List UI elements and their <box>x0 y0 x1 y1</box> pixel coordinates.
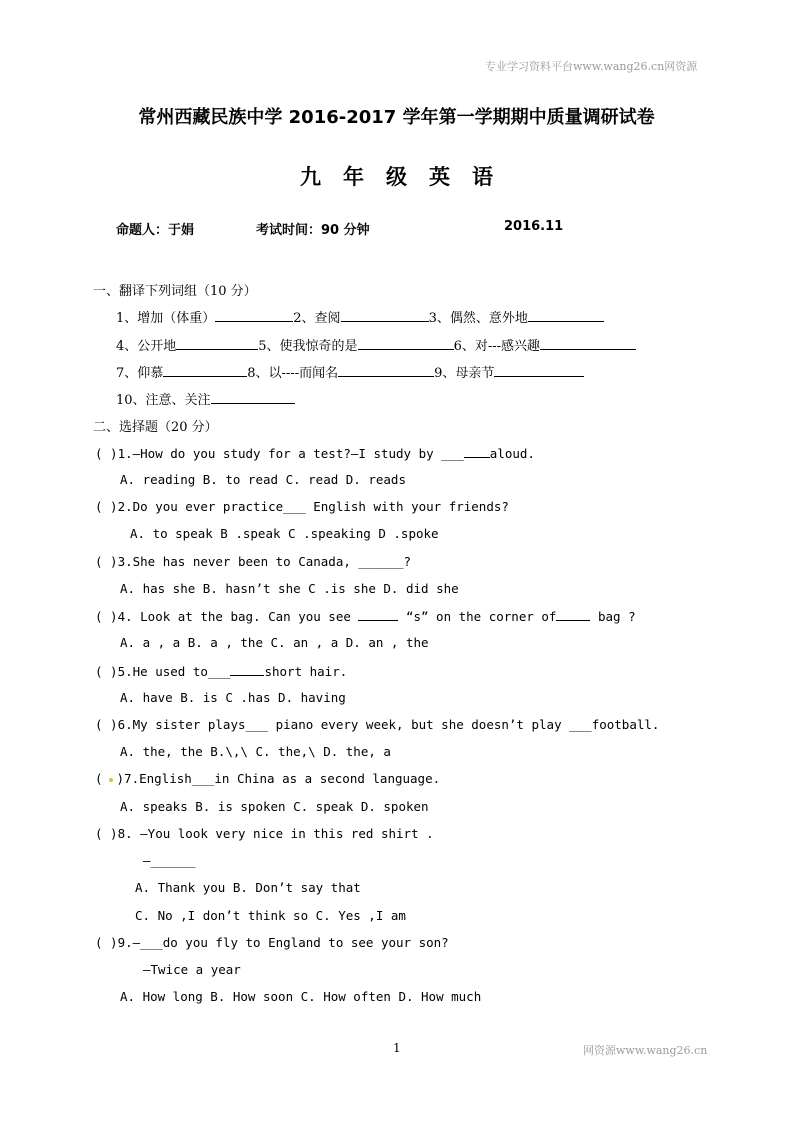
question-3: ( )3.She has never been to Canada, ______? <box>95 554 412 569</box>
answer-blank[interactable] <box>494 364 584 377</box>
translate-row-2 <box>116 335 636 354</box>
question-8: ( )8. —You look very nice in this red shirt . <box>95 826 434 841</box>
footer-watermark: 网资源www.wang26.cn <box>583 1044 708 1057</box>
question-8-reply: —______ <box>143 853 196 868</box>
question-6: ( )6.My sister plays___ piano every week, but she doesn’t play ___football. <box>95 717 660 732</box>
question-2: ( )2.Do you ever practice___ English with your friends? <box>95 499 509 514</box>
question-text-tail: short hair. <box>264 664 348 679</box>
answer-blank[interactable] <box>230 663 264 676</box>
answer-blank[interactable] <box>358 337 454 350</box>
author-label: 命题人：于娟 <box>116 223 195 238</box>
answer-blank[interactable] <box>556 608 590 621</box>
answer-blank[interactable] <box>358 608 398 621</box>
page-number: 1 <box>393 1041 401 1055</box>
answer-blank[interactable] <box>215 309 293 322</box>
answer-blank[interactable] <box>338 364 434 377</box>
question-text: “s” on the corner of <box>405 609 557 624</box>
question-7-options: A. speaks B. is spoken C. speak D. spoken <box>120 799 429 814</box>
question-7 <box>95 771 440 786</box>
translate-item: 4、公开地 <box>116 339 177 354</box>
question-text: ( )5.He used to___ <box>95 664 231 679</box>
question-8-options: A. Thank you B. Don’t say that <box>135 880 361 895</box>
question-1-options: A. reading B. to read C. read D. reads <box>120 472 406 487</box>
question-text: ( )4. Look at the bag. Can you see <box>95 609 359 624</box>
question-4-options: A. a , a B. a , the C. an , a D. an , the <box>120 635 429 650</box>
translate-item: 10、注意、关注 <box>116 393 211 408</box>
section2-heading: 二、选择题（20 分） <box>93 420 218 435</box>
question-text: ( )1.—How do you study for a test?—I study by ___ <box>95 446 464 461</box>
question-1 <box>95 445 535 461</box>
translate-item: 6、对---感兴趣 <box>453 339 541 354</box>
answer-blank[interactable] <box>540 337 636 350</box>
translate-item: 7、仰慕 <box>116 366 164 381</box>
exam-title: 常州西藏民族中学 2016-2017 学年第一学期期中质量调研试卷 <box>138 107 655 128</box>
question-4 <box>95 608 636 624</box>
question-5 <box>95 663 347 679</box>
answer-blank[interactable] <box>464 445 490 458</box>
answer-blank[interactable] <box>528 309 604 322</box>
question-9-options: A. How long B. How soon C. How often D. How much <box>120 989 482 1004</box>
translate-row-4 <box>116 389 295 408</box>
section1-heading: 一、翻译下列词组（10 分） <box>93 284 257 299</box>
question-9: ( )9.—___do you fly to England to see your son? <box>95 935 449 950</box>
mark-dot-icon <box>109 778 113 782</box>
question-3-options: A. has she B. hasn’t she C .is she D. did she <box>120 581 459 596</box>
question-text-tail: aloud. <box>489 446 535 461</box>
question-text-tail: bag ? <box>590 609 636 624</box>
answer-blank[interactable] <box>341 309 429 322</box>
exam-subtitle: 九年级英语 <box>300 165 515 189</box>
translate-item: 9、母亲节 <box>434 366 495 381</box>
translate-item: 3、偶然、意外地 <box>428 311 528 326</box>
translate-item: 2、查阅 <box>293 311 341 326</box>
translate-item: 8、以----而闻名 <box>247 366 339 381</box>
answer-blank[interactable] <box>163 364 247 377</box>
translate-item: 5、使我惊奇的是 <box>258 339 358 354</box>
answer-blank[interactable] <box>176 337 258 350</box>
exam-date-label: 2016.11 <box>504 219 564 234</box>
answer-blank[interactable] <box>211 391 295 404</box>
question-2-options: A. to speak B .speak C .speaking D .spoke <box>130 526 439 541</box>
translate-item: 1、增加（体重） <box>116 311 216 326</box>
question-9-reply: —Twice a year <box>143 962 241 977</box>
exam-time-label: 考试时间：90 分钟 <box>256 223 370 238</box>
question-8-options-2: C. No ,I don’t think so C. Yes ,I am <box>135 908 406 923</box>
question-text: )7.English___in China as a second language. <box>116 771 441 786</box>
translate-row-3 <box>116 362 584 381</box>
question-6-options: A. the, the B.\,\ C. the,\ D. the, a <box>120 744 391 759</box>
translate-row-1 <box>116 307 604 326</box>
header-watermark: 专业学习资料平台www.wang26.cn网资源 <box>485 60 698 73</box>
question-5-options: A. have B. is C .has D. having <box>120 690 346 705</box>
question-paren: ( <box>95 771 103 786</box>
